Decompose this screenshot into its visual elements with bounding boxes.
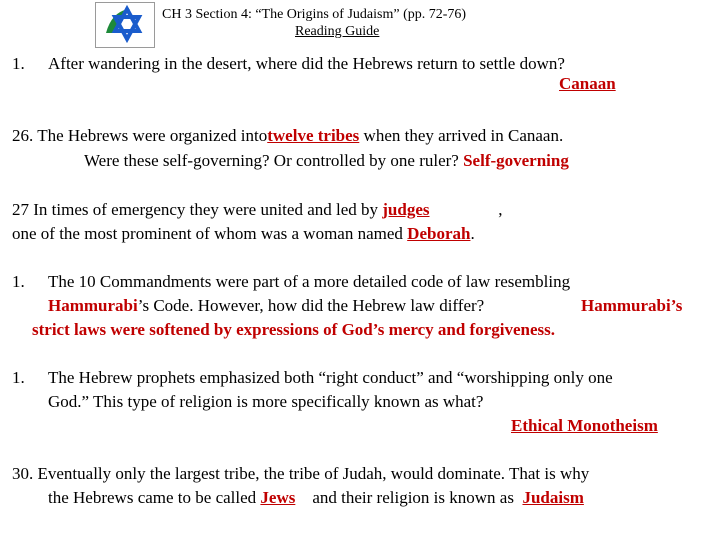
- q29-line1: The Hebrew prophets emphasized both “right conduct” and “worshipping only one: [48, 368, 613, 387]
- q27-text-before: 27 In times of emergency they were united and led by: [12, 200, 383, 219]
- q26-answer1: twelve tribes: [267, 126, 360, 145]
- page-subtitle: Reading Guide: [295, 24, 380, 39]
- q28-line2: [48, 296, 484, 316]
- q27-period: .: [470, 224, 475, 243]
- q27-line2-text: one of the most prominent of whom was a woman named: [12, 224, 408, 243]
- q27-answer1: judges: [382, 200, 430, 219]
- q30-answer1: Jews: [260, 488, 296, 507]
- q27-comma: ,: [498, 200, 503, 219]
- star-of-david-icon: [96, 3, 154, 47]
- q26-text-after: when they arrived in Canaan.: [359, 126, 564, 145]
- page-title: CH 3 Section 4: “The Origins of Judaism” (pp. 72-76): [162, 7, 467, 22]
- q1-text: After wandering in the desert, where did the Hebrews return to settle down?: [48, 54, 565, 73]
- q30-line2: [48, 488, 584, 508]
- q28-answer-start: Hammurabi’s: [581, 296, 683, 315]
- q27-answer2: Deborah: [407, 224, 471, 243]
- q28-answer-name: Hammurabi: [48, 296, 138, 315]
- q28-number: 1.: [12, 272, 25, 291]
- q29-number: 1.: [12, 368, 25, 387]
- q1-number: 1.: [12, 54, 25, 73]
- q1-answer: Canaan: [559, 74, 616, 93]
- q28-line1: The 10 Commandments were part of a more detailed code of law resembling: [48, 272, 571, 291]
- q26-text-before: 26. The Hebrews were organized into: [12, 126, 268, 145]
- q27-blank1: [382, 200, 498, 220]
- q30-answer2: Judaism: [522, 488, 584, 507]
- q27-line2: [12, 224, 475, 244]
- q26-line1: [12, 126, 563, 146]
- q30-text-before: the Hebrews came to be called: [48, 488, 261, 507]
- q28-line2-text: Code. However, how did the Hebrew law differ?: [153, 296, 485, 315]
- q29-line2: God.” This type of religion is more specifically known as what?: [48, 392, 484, 411]
- q28-answer-name-suffix: ’s: [137, 296, 150, 315]
- q29-answer: Ethical Monotheism: [511, 416, 658, 435]
- q26-answer2: Self-governing: [463, 151, 569, 170]
- star-of-david-logo: [95, 2, 155, 48]
- q30-line1: 30. Eventually only the largest tribe, the tribe of Judah, would dominate. That is why: [12, 464, 590, 483]
- q30-text-mid: and their religion is known as: [295, 488, 523, 507]
- q28-answer-line3: strict laws were softened by expressions of God’s mercy and forgiveness.: [32, 320, 556, 339]
- q26-line2: [84, 151, 569, 171]
- q26-line2-text: Were these self-governing? Or controlled by one ruler?: [84, 151, 459, 170]
- q27-line1: [12, 200, 503, 220]
